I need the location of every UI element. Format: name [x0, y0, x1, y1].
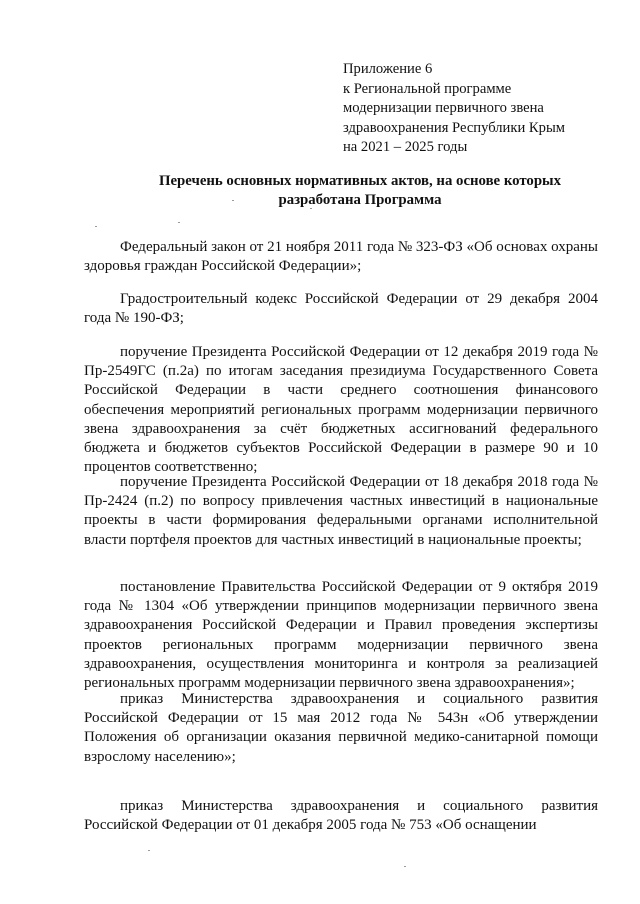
appendix-line-2: к Региональной программе: [343, 80, 512, 97]
scan-speck: [404, 866, 406, 867]
appendix-line-3: модернизации первичного звена: [343, 100, 544, 116]
paragraph-federal-law-323: Федеральный закон от 21 ноября 2011 года № 323-ФЗ «Об основах охраны здоровья граждан Российской Федерации»;: [84, 239, 598, 275]
scan-speck: [95, 226, 97, 227]
appendix-line-4: здравоохранения Республики Крым: [343, 119, 565, 136]
scan-speck: [310, 208, 312, 209]
paragraph-ministry-order-543n: приказ Министерства здравоохранения и социального развития Российской Федерации от 15 мая 2012 года № 543н «Об утверждении Положения об организации оказания первичной медико-санитарной помощи взрослому населению»;: [84, 691, 598, 765]
scan-speck: [178, 222, 180, 223]
appendix-header: [343, 60, 603, 158]
paragraph-urban-planning-code: Градостроительный кодекс Российской Федерации от 29 декабря 2004 года № 190-ФЗ;: [84, 291, 598, 327]
title-line-1: Перечень основных нормативных актов, на основе которых: [158, 173, 562, 189]
scan-speck: [148, 850, 150, 851]
appendix-line-1: Приложение 6: [343, 61, 433, 77]
paragraph-president-order-2549: поручение Президента Российской Федерации от 12 декабря 2019 года № Пр-2549ГС (п.2а) по итогам заседания президиума Государственного Совета Российской Федерации в части среднего соотношения финансового обеспечения мероприятий региональных программ модернизации первичного звена здравоохранения за счёт бюджетных ассигнований федерального бюджета и бюджетов субъектов Российской Федерации в размере 90 и 10 процентов соответственно;: [84, 344, 598, 476]
scan-speck: [232, 200, 234, 201]
appendix-line-5: на 2021 – 2025 годы: [343, 139, 468, 155]
paragraph-president-order-2424: поручение Президента Российской Федерации от 18 декабря 2018 года № Пр-2424 (п.2) по вопросу привлечения частных инвестиций в национальные проекты в части формирования федеральными органами исполнительной власти портфеля проектов для частных инвестиций в национальные проекты;: [84, 474, 598, 548]
title-line-2: разработана Программа: [278, 192, 442, 208]
paragraph-government-decree-1304: постановление Правительства Российской Федерации от 9 октября 2019 года № 1304 «Об утверждении принципов модернизации первичного звена здравоохранения Российской Федерации и Правил проведения экспертизы проектов региональных программ модернизации первичного звена здравоохранения, осуществления мониторинга и контроля за реализацией региональных программ модернизации первичного звена здравоохранения»;: [84, 579, 598, 692]
document-title: [100, 172, 620, 210]
paragraph-ministry-order-753: приказ Министерства здравоохранения и социального развития Российской Федерации от 01 декабря 2005 года № 753 «Об оснащении: [84, 798, 598, 834]
